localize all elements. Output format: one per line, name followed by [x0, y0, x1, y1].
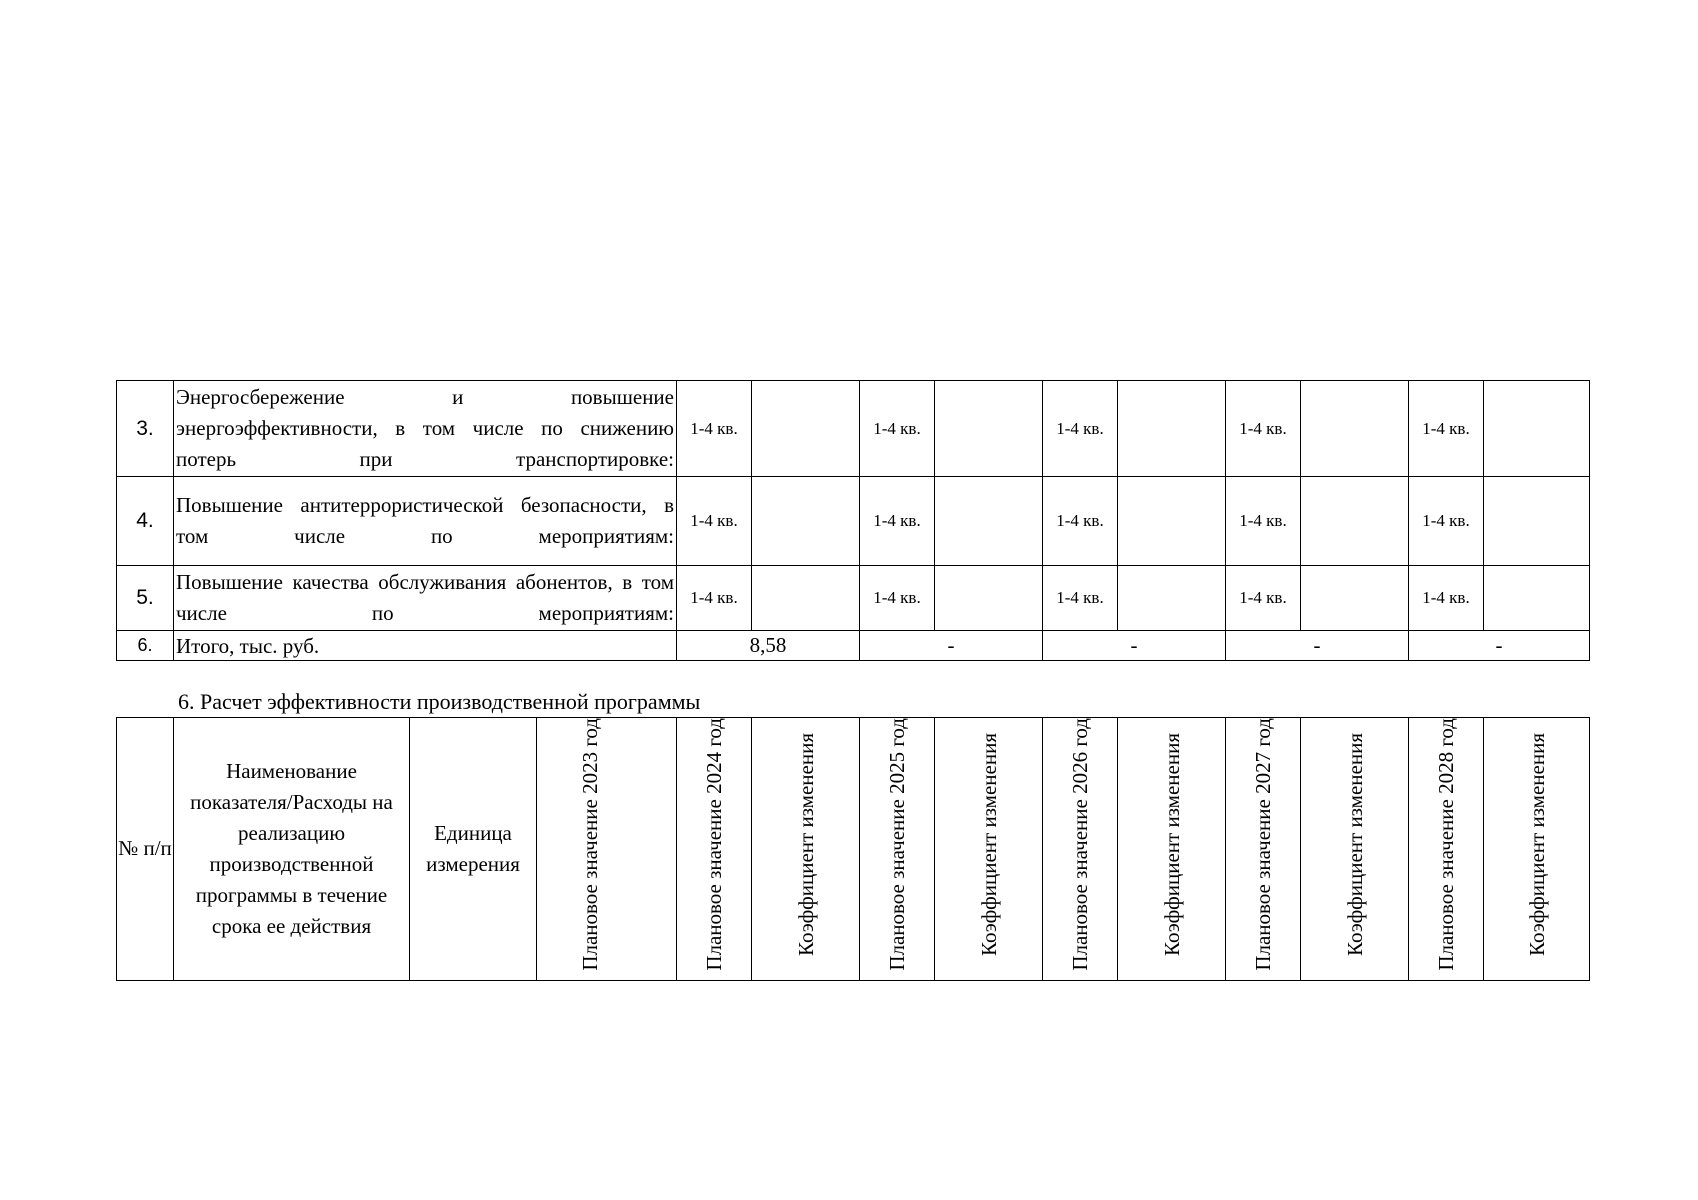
total-value: - — [1226, 631, 1409, 661]
row-name: Энергосбережение и повышение энергоэффективности, в том числе по снижению потерь при транспортировке: — [174, 381, 677, 477]
empty-cell — [752, 477, 860, 566]
empty-cell — [935, 566, 1043, 631]
total-value: - — [860, 631, 1043, 661]
header-plan-2025: Плановое значение 2025 год — [860, 718, 935, 981]
period-cell: 1-4 кв. — [677, 381, 752, 477]
empty-cell — [935, 381, 1043, 477]
row-number: 3. — [117, 381, 174, 477]
empty-cell — [1301, 566, 1409, 631]
empty-cell — [752, 381, 860, 477]
period-cell: 1-4 кв. — [860, 381, 935, 477]
header-coef: Коэффициент изменения — [935, 718, 1043, 981]
header-coef: Коэффициент изменения — [752, 718, 860, 981]
header-plan-2023: Плановое значение 2023 год — [537, 718, 677, 981]
period-cell: 1-4 кв. — [1043, 566, 1118, 631]
period-cell: 1-4 кв. — [1409, 477, 1484, 566]
section-title: 6. Расчет эффективности производственной программы — [178, 689, 701, 714]
header-plan-2027: Плановое значение 2027 год — [1226, 718, 1301, 981]
activities-table — [116, 380, 1590, 661]
total-value: - — [1409, 631, 1590, 661]
header-plan-2028: Плановое значение 2028 год — [1409, 718, 1484, 981]
period-cell: 1-4 кв. — [677, 477, 752, 566]
header-plan-2024: Плановое значение 2024 год — [677, 718, 752, 981]
header-row — [117, 718, 1590, 981]
efficiency-table — [116, 717, 1590, 981]
empty-cell — [1118, 566, 1226, 631]
empty-cell — [1118, 381, 1226, 477]
empty-cell — [752, 566, 860, 631]
total-value: 8,58 — [677, 631, 860, 661]
period-cell: 1-4 кв. — [1043, 477, 1118, 566]
table-row — [117, 381, 1590, 477]
period-cell: 1-4 кв. — [1226, 477, 1301, 566]
period-cell: 1-4 кв. — [677, 566, 752, 631]
total-label: Итого, тыс. руб. — [174, 631, 677, 661]
row-number: 5. — [117, 566, 174, 631]
table-row — [117, 566, 1590, 631]
header-coef: Коэффициент изменения — [1301, 718, 1409, 981]
empty-cell — [1301, 381, 1409, 477]
total-value: - — [1043, 631, 1226, 661]
empty-cell — [1484, 477, 1590, 566]
period-cell: 1-4 кв. — [860, 477, 935, 566]
header-coef: Коэффициент изменения — [1484, 718, 1590, 981]
row-number: 6. — [117, 631, 174, 661]
empty-cell — [935, 477, 1043, 566]
period-cell: 1-4 кв. — [860, 566, 935, 631]
empty-cell — [1118, 477, 1226, 566]
empty-cell — [1484, 566, 1590, 631]
empty-cell — [1301, 477, 1409, 566]
total-row — [117, 631, 1590, 661]
row-name: Повышение качества обслуживания абонентов, в том числе по мероприятиям: — [174, 566, 677, 631]
period-cell: 1-4 кв. — [1226, 566, 1301, 631]
header-unit: Единица измерения — [410, 718, 537, 981]
period-cell: 1-4 кв. — [1409, 566, 1484, 631]
period-cell: 1-4 кв. — [1226, 381, 1301, 477]
period-cell: 1-4 кв. — [1409, 381, 1484, 477]
table-row — [117, 477, 1590, 566]
header-coef: Коэффициент изменения — [1118, 718, 1226, 981]
row-number: 4. — [117, 477, 174, 566]
row-name: Повышение антитеррористической безопасности, в том числе по мероприятиям: — [174, 477, 677, 566]
period-cell: 1-4 кв. — [1043, 381, 1118, 477]
header-name: Наименование показателя/Расходы на реализацию производственной программы в течение срока ее действия — [174, 718, 410, 981]
header-num: № п/п — [117, 718, 174, 981]
empty-cell — [1484, 381, 1590, 477]
header-plan-2026: Плановое значение 2026 год — [1043, 718, 1118, 981]
